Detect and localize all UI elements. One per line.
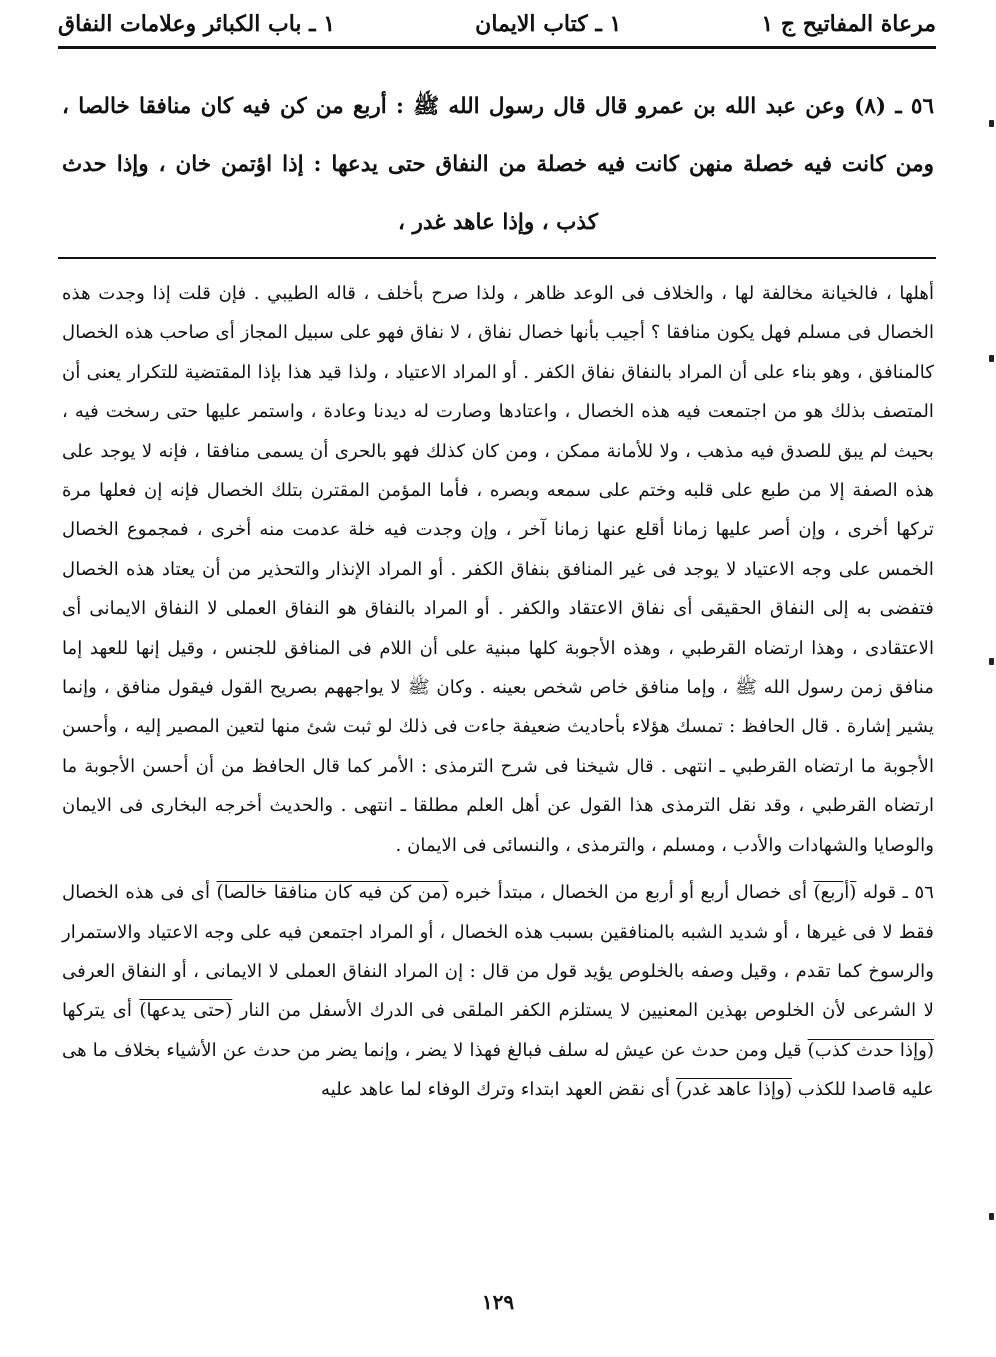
header-chapter: ١ ـ كتاب الايمان [475,11,622,37]
p2-segment-01: ٥٦ ـ قوله [856,882,935,904]
p2-segment-03: أى خصال أربع أو أربع من الخصال ، مبتدأ خبره [448,882,814,904]
p2-quote-hatta-yadaha: (حتى يدعها) [139,1000,233,1022]
header-rule [58,46,936,49]
hadith-text: ٥٦ ـ (٨) وعن عبد الله بن عمرو قال قال رسول الله ﷺ : أربع من كن فيه كان منافقا خالصا ، ومن كانت فيه خصلة منهن كانت فيه خصلة من النفاق حتى يدعها : إذا اؤتمن خان ، وإذا حدث كذب ، وإذا عاهد غدر ، [62,94,934,235]
p2-quote-ahada-ghadara: (وإذا عاهد غدر) [675,1079,792,1101]
page-number: ١٢٩ [481,1290,515,1314]
commentary-paragraph-1: أهلها ، فالخيانة مخالفة لها ، والخلاف فى الوعد ظاهر ، ولذا صرح بأخلف ، قاله الطيبي . فإن قلت إذا وجدت هذه الخصال فى مسلم فهل يكون منافقا ؟ أجيب بأنها خصال نفاق ، لا نفاق فهو على سبيل المجاز أى صاحب هذه الخصال كالمنافق ، وهو بناء على أن المراد بالنفاق نفاق الكفر . أو المراد الاعتياد ، ولذا قيد هذا بإذا المقتضية للتكرار يعنى أن المتصف بذلك هو من اجتمعت فيه هذه الخصال ، واعتادها وصارت له ديدنا وعادة ، واستمر عليها حتى رسخت فيه ، بحيث لم يبق للصدق فيه مذهب ، ولا للأمانة ممكن ، ومن كان كذلك فهو بالحرى أن يسمى منافقا ، فإنه لا يوجد على هذه الصفة إلا من طبع على قلبه وختم على سمعه وبصره ، فأما المؤمن المقترن بتلك الخصال فإنه إن فعلها مرة تركها أخرى ، وإن أصر عليها زمانا أقلع عنها زمانا آخر ، وإن وجدت فيه خلة عدمت منه أخرى ، فمجموع الخصال الخمس على وجه الاعتياد لا يوجد فى غير المنافق بنفاق الكفر . أو المراد الإنذار والتحذير من أن يعتاد هذه الخصال فتفضى به إلى النفاق الحقيقى أى نفاق الاعتقاد والكفر . أو المراد بالنفاق هو النفاق العملى لا النفاق الايمانى أى الاعتقادى ، وهذا ارتضاه القرطبي ، وهذه الأجوبة كلها مبنية على أن اللام فى المنافق للجنس ، وقيل إنها للعهد إما منافق زمن رسول الله ﷺ ، وإما منافق خاص شخص بعينه . وكان ﷺ لا يواجههم بصريح القول فيقول منافق ، وإنما يشير إشارة . قال الحافظ : تمسك هؤلاء بأحاديث ضعيفة جاءت فى ذلك لو ثبت شئ منها لتعين المصير إليه ، وأحسن الأجوبة ما ارتضاه القرطبي ـ انتهى . قال شيخنا فى شرح الترمذى : الأمر كما قال الحافظ من أن أحسن الأجوبة ما ارتضاه القرطبي ، وقد نقل الترمذى هذا القول عن أهل العلم مطلقا ـ انتهى . والحديث أخرجه البخارى فى الايمان والوصايا والشهادات والأدب ، ومسلم ، والترمذى ، والنسائى فى الايمان . [62,283,934,856]
commentary-paragraph-2 [62,873,934,1109]
hadith-text-block [62,78,934,252]
p2-quote-munafiq-khalis: (من كن فيه كان منافقا خالصا) [216,882,449,904]
p2-quote-haddatha-kadhaba: (وإذا حدث كذب) [807,1039,935,1061]
hadith-separator-rule [58,257,936,259]
scan-edge-mark [989,658,994,665]
scan-edge-mark [989,1213,994,1220]
p2-segment-05: أى فى هذه الخصال فقط لا فى غيرها ، أو شديد الشبه بالمنافقين بسبب هذه الخصال ، أو المراد اجتمعن فيه على وجه الاعتياد والاستمرار والرسوخ كما تقدم ، وقيل وصفه بالخلوص يؤيد قول من قال : إن المراد النفاق العملى لا الايمانى ، أو النفاق العرفى لا الشرعى لأن الخلوص بهذين المعنيين لا يستلزم الكفر الملقى فى الدرك الأسفل من النار [62,882,935,1022]
header-book-volume: مرعاة المفاتيح ج ١ [761,11,936,37]
header-section: ١ ـ باب الكبائر وعلامات النفاق [58,11,336,37]
commentary-block [62,274,934,1110]
p2-segment-11: أى نقض العهد ابتداء وترك الوفاء لما عاهد عليه [321,1079,676,1101]
running-header [58,4,936,44]
scan-edge-mark [989,120,994,127]
p2-quote-arba: (أربع) [813,882,857,904]
p2-segment-09: قيل ومن حدث عن عيش له سلف فبالغ فهذا لا يضر ، وإنما يضر من حدث عن الأشياء بخلاف ما هى عليه قاصدا للكذب [62,1039,934,1101]
p2-segment-07: أى يتركها [62,1000,140,1022]
scan-edge-mark [989,355,994,362]
